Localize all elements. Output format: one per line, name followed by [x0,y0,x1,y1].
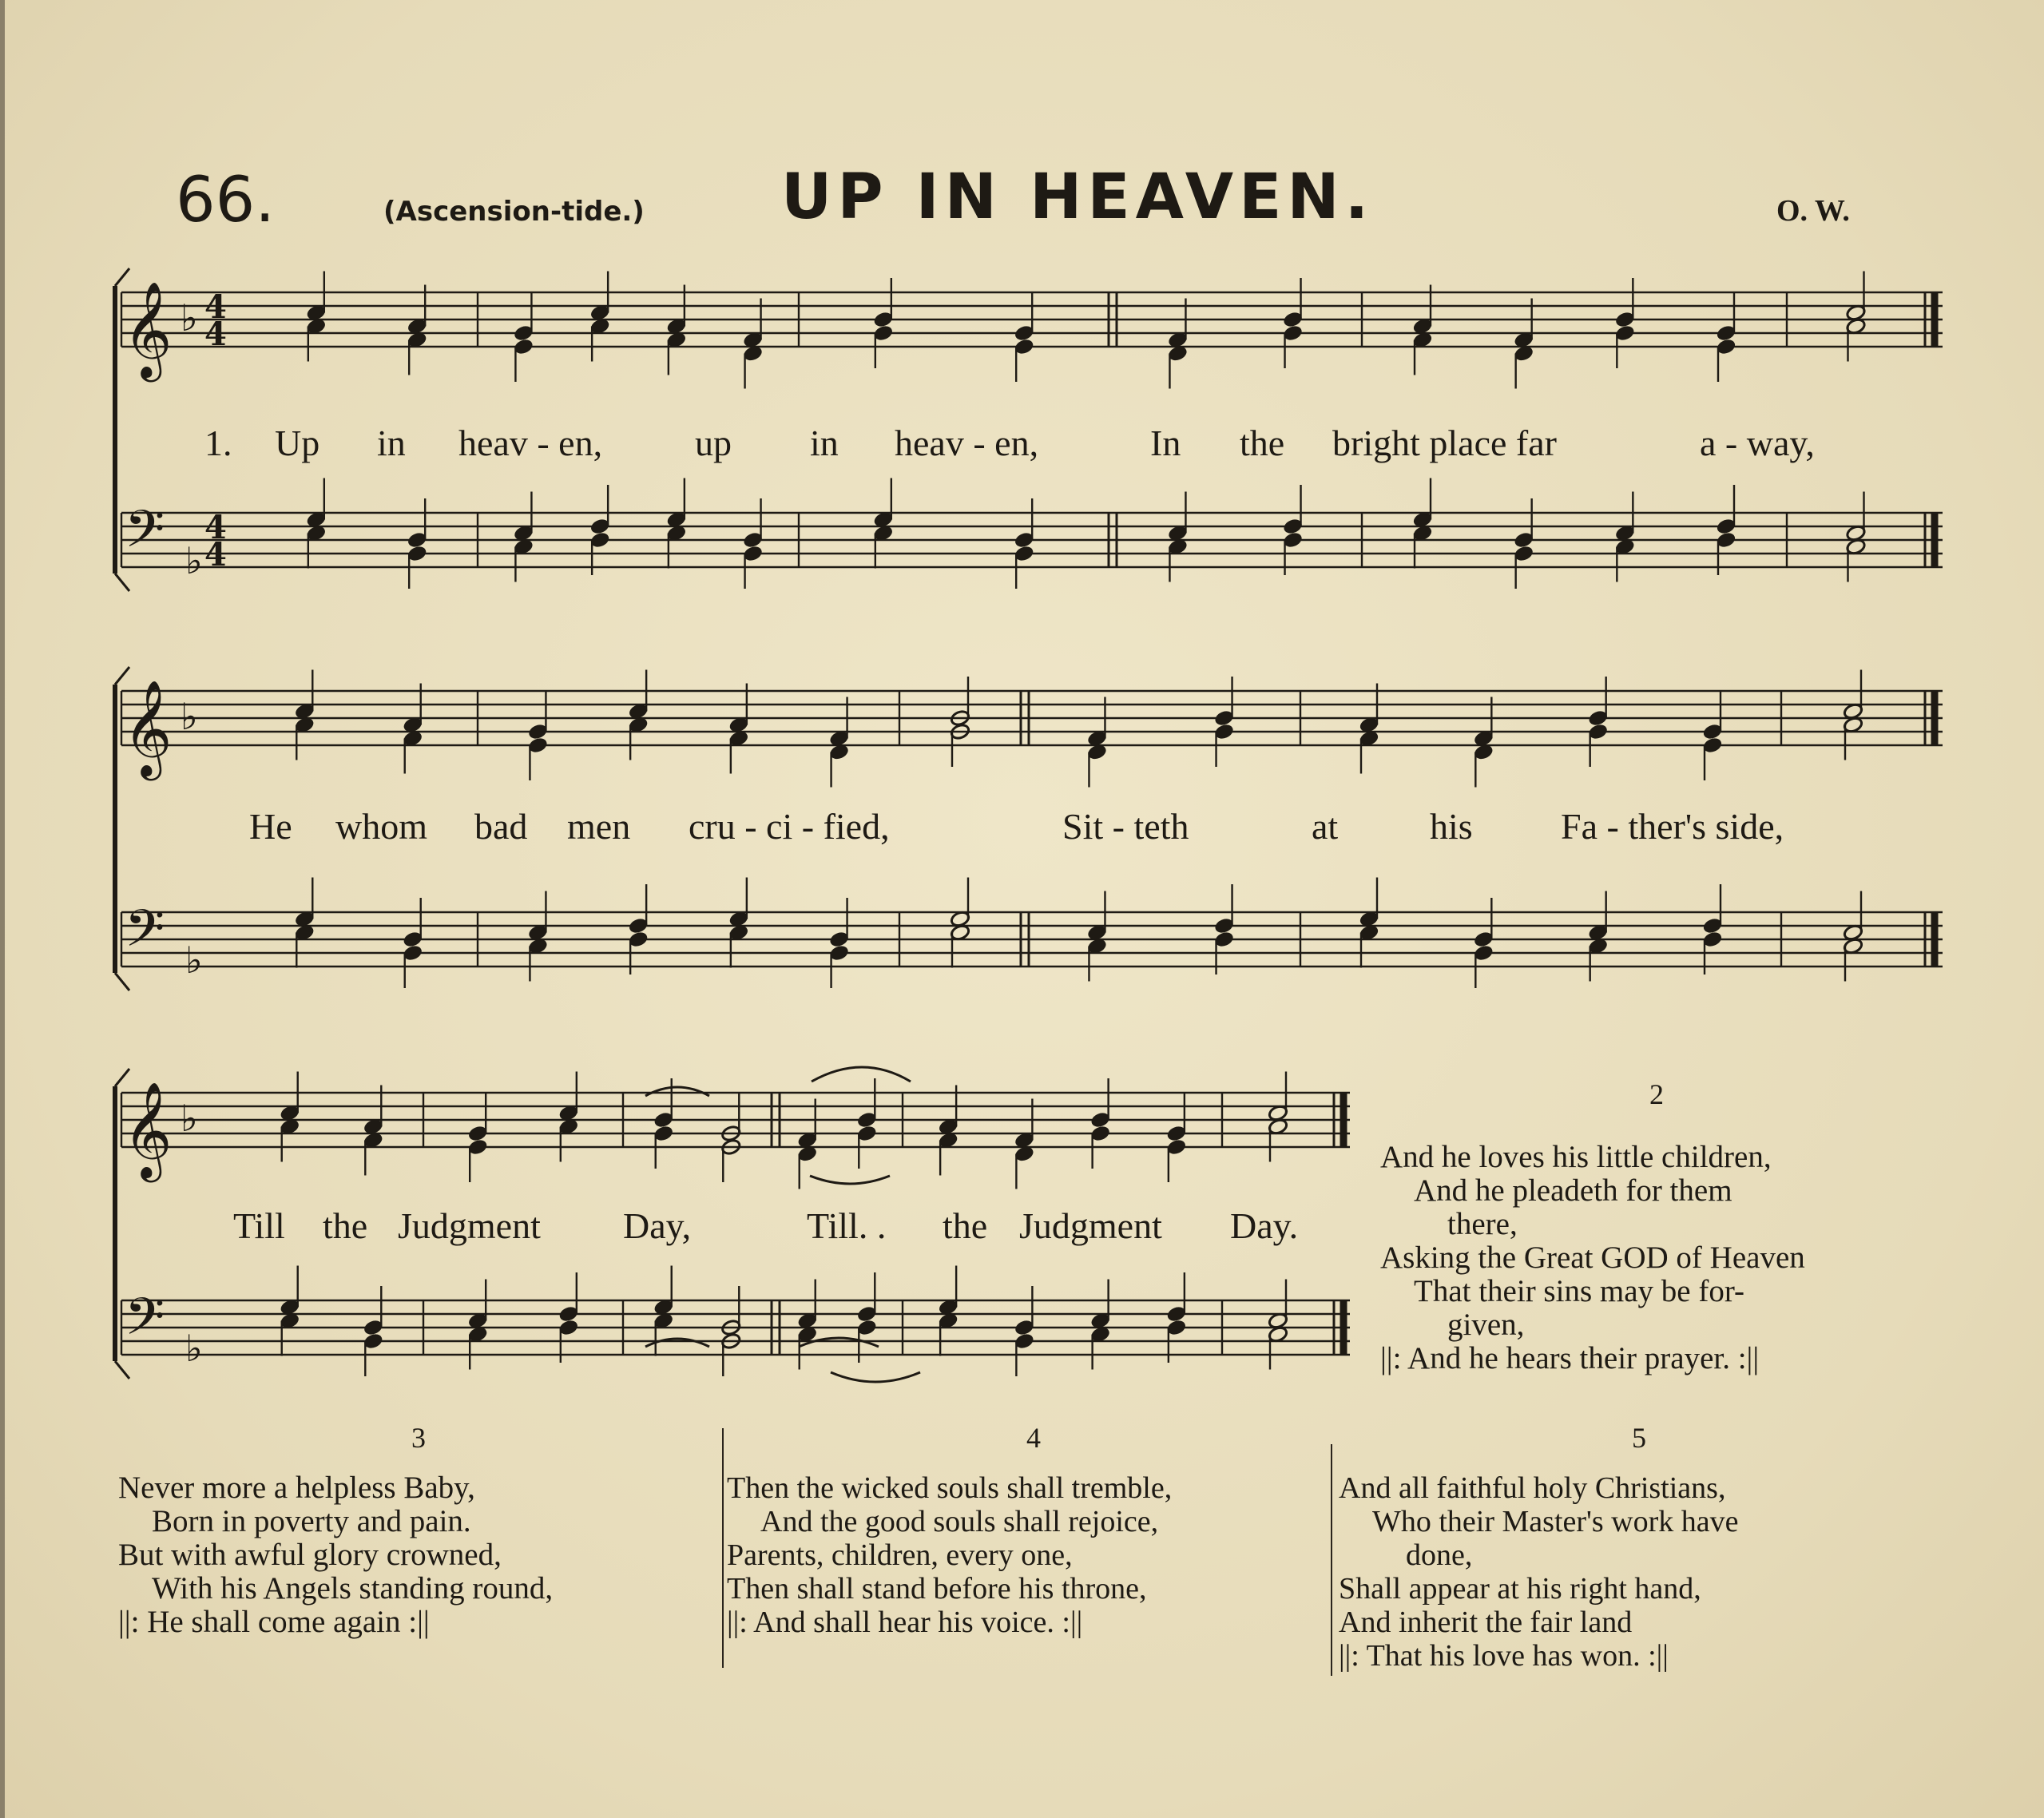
tie [645,1087,709,1096]
tie [831,1372,920,1382]
bass-clef: 𝄢 [125,500,165,572]
system-brace [115,1361,129,1379]
lyric-word: the [1240,423,1285,463]
lyric-word: Sit - teth [1062,806,1189,847]
slur [812,1067,911,1082]
composer-initials: O. W. [1776,194,1850,228]
lyric-line-1 [0,425,2044,465]
verse-number-5: 5 [1632,1422,1646,1454]
verse-line: Born in poverty and pain. [152,1504,471,1538]
hymn-number: 66. [176,165,276,236]
lyric-word: up [695,423,732,463]
verse-line: Never more a helpless Baby, [118,1471,475,1505]
lyric-word: his [1430,806,1473,847]
verse-2 [1380,1141,1939,1375]
verse-number-3: 3 [411,1422,426,1454]
verse-line: done, [1406,1538,1473,1572]
time-signature: 4 [204,509,227,546]
time-signature: 4 [204,536,227,574]
lyric-word: heav - en, [458,423,603,463]
column-divider [1331,1444,1332,1676]
verse-line: With his Angels standing round, [152,1571,554,1606]
verse-4 [727,1471,1334,1639]
lyric-word: Judgment [398,1205,541,1246]
flat-sign: ♭ [185,539,203,582]
verse-line: And the good souls shall rejoice, [760,1505,1159,1538]
season-label: (Ascension-tide.) [383,196,645,228]
treble-clef: 𝄞 [123,679,173,776]
verse-line: Then shall stand before his throne, [727,1572,1147,1606]
flat-sign: ♭ [181,1097,198,1140]
lyric-word: Day. [1230,1205,1299,1246]
verse-line: given, [1447,1308,1525,1342]
lyric-word: whom [335,806,427,847]
treble-clef: 𝄞 [123,280,173,378]
lyric-word: Fa - ther's side, [1561,806,1784,847]
bass-clef: 𝄢 [125,899,165,971]
flat-sign: ♭ [185,939,203,982]
flat-sign: ♭ [185,1327,203,1370]
column-divider [722,1428,724,1668]
lyric-word: the [323,1205,368,1246]
lyric-line-2 [0,808,2044,848]
flat-sign: ♭ [181,695,198,738]
system-brace [115,973,129,990]
lyric-word: men [567,806,631,847]
verse-number-2: 2 [1649,1078,1664,1110]
verse-line: Then the wicked souls shall tremble, [727,1471,1173,1505]
bass-clef: 𝄢 [125,1288,165,1360]
lyric-word: bright place far [1332,423,1557,463]
verse-3 [118,1471,709,1639]
verse-line: And all faithful holy Christians, [1339,1471,1726,1505]
verse-line: ||: And shall hear his voice. :|| [727,1606,1083,1639]
lyric-word: a - way, [1700,423,1815,463]
verse-5 [1339,1471,1946,1673]
verse-line: Shall appear at his right hand, [1339,1572,1701,1606]
lyric-word: Judgment [1019,1205,1162,1246]
lyric-word: In [1150,423,1181,463]
time-signature: 4 [204,288,227,326]
time-signature: 4 [204,316,227,353]
lyric-word: 1. [204,423,232,463]
lyric-word: in [377,423,406,463]
lyric-word: Up [275,423,320,463]
verse-line: Asking the Great GOD of Heaven [1380,1240,1805,1275]
flat-sign: ♭ [181,296,198,339]
verse-line: ||: He shall come again :|| [118,1605,430,1639]
lyric-word: at [1312,806,1339,847]
tie [810,1176,890,1184]
lyric-word: heav - en, [895,423,1039,463]
verse-line: And he pleadeth for them [1414,1173,1732,1208]
lyric-word: He [249,806,292,847]
verse-line: And he loves his little children, [1380,1140,1772,1174]
verse-line: ||: That his love has won. :|| [1339,1639,1669,1673]
lyric-word: the [943,1205,988,1246]
lyric-word: Till [233,1205,285,1246]
verse-line: But with awful glory crowned, [118,1538,502,1572]
verse-line: And inherit the fair land [1339,1606,1633,1639]
verse-number-4: 4 [1026,1422,1041,1454]
treble-clef: 𝄞 [123,1081,173,1178]
verse-line: Parents, children, every one, [727,1538,1073,1572]
verse-line: Who their Master's work have [1372,1505,1739,1538]
verse-line: That their sins may be for- [1414,1274,1745,1308]
system-brace [115,574,129,591]
lyric-word: bad [474,806,528,847]
verse-line: ||: And he hears their prayer. :|| [1380,1341,1760,1375]
lyric-word: Till. . [807,1205,887,1246]
lyric-line-3 [0,1205,1358,1248]
hymn-title: UP IN HEAVEN. [781,161,1375,233]
lyric-word: Day, [623,1205,692,1246]
lyric-word: cru - ci - fied, [689,806,890,847]
verse-line: there, [1447,1207,1518,1241]
lyric-word: in [810,423,839,463]
